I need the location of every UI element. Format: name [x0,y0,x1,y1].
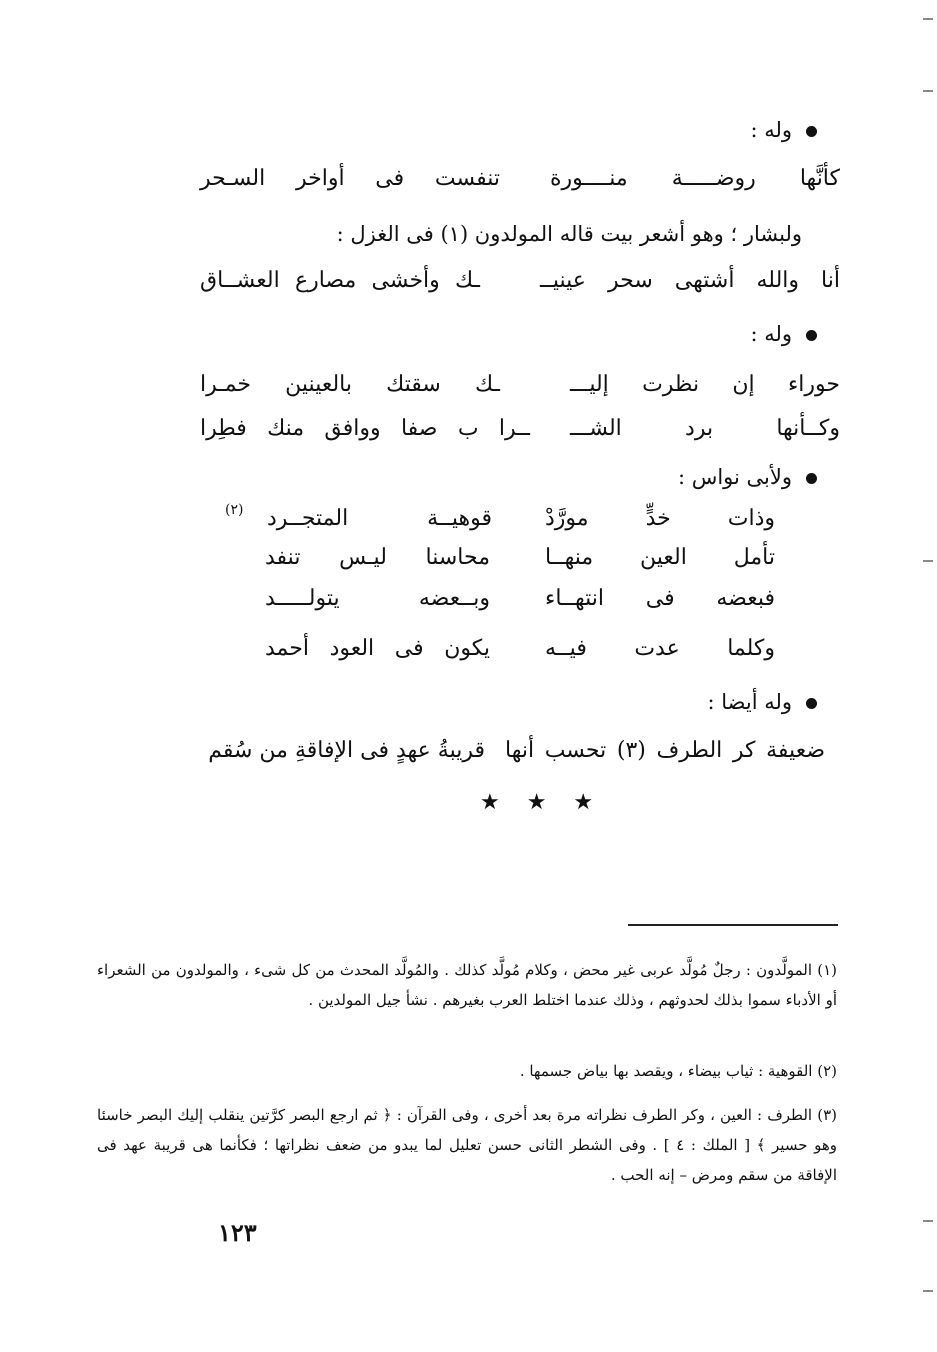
verse-hemistich-right: وكــأنها برد الشـــ [570,416,840,441]
footnote-reference: (٢) [225,502,244,518]
scan-edge-mark [923,560,933,562]
verse-line [210,738,825,772]
bullet-icon [806,698,817,709]
verse-hemistich-left: قريبةُ عهدٍ فى الإفاقةِ من سُقم [208,738,485,763]
verse-hemistich-left: يكون فى العود أحمد [265,636,490,661]
footnote-3: (٣) الطرف : العين ، وكر الطرف نظراته مرة بعد أخرى ، وفى القرآن : ﴿ ثم ارجع البصر كرَّتين ينقلب إليك البصر خاسئا وهو حسير ﴾ [ الملك : ٤ ] . وفى الشطر الثانى حسن تعليل لما يبدو من ضعف نظراتها ؛ فكأنما هى قريبة عهد فى الإفاقة من سقم ومرض – إنه الحب . [97,1106,837,1184]
verse-hemistich-left: ــرا ب صفا ووافق منك فطِرا [200,416,530,441]
verse-hemistich-right: كأنَّها روضـــــة منــــورة [550,166,840,191]
verse-line [200,372,840,406]
verse-hemistich-left: تنفست فى أواخر السـحر [200,166,500,191]
section-divider-stars: ★ ★ ★ [480,790,604,815]
verse-hemistich-right: وذات خدٍّ مورَّدْ [545,506,775,531]
verse-hemistich-right: أنا والله أشتهى سحر عينيــ [540,268,840,293]
verse-hemistich-right: حوراء إن نظرت إليـــ [570,372,840,397]
section-heading: ولأبى نواس : [678,465,817,489]
section-heading: وله : [750,118,817,142]
bullet-icon [806,126,817,137]
section-heading: وله أيضا : [707,690,817,714]
scan-edge-mark [923,90,933,92]
bullet-icon [806,330,817,341]
verse-line [265,545,775,579]
verse-hemistich-right: وكلما عدت فيــه [545,636,775,661]
verse-hemistich-right: تأمل العين منهــا [545,545,775,570]
verse-hemistich-left: وبــعضه يتولـــــد [265,586,490,611]
verse-line [265,636,775,670]
verse-hemistich-right: فبعضه فى انتهــاء [545,586,775,611]
verse-line [225,502,775,540]
prose-intro: ولبشار ؛ وهو أشعر بيت قاله المولدون (١) فى الغزل : [336,222,802,246]
footnote-separator [628,924,838,926]
verse-line [200,268,840,302]
verse-hemistich-left: قوهيــة المتجــرد [267,506,492,531]
scan-edge-mark [923,1220,933,1222]
verse-line [200,166,840,200]
section-heading: وله : [750,322,817,346]
page-number: ١٢٣ [218,1218,257,1247]
verse-hemistich-left: محاسنا ليـس تنفد [265,545,490,570]
bullet-icon [806,473,817,484]
scan-edge-mark [923,18,933,20]
verse-hemistich-left: ـك سقتك بالعينين خمـرا [200,372,500,397]
verse-hemistich-right: ضعيفة كر الطرف (٣) تحسب أنها [505,738,825,763]
verse-hemistich-left: ـك وأخشى مصارع العشــاق [200,268,480,293]
footnote-2: (٢) القوهية : ثياب بيضاء ، ويقصد بها بياض جسمها . [519,1062,837,1080]
scan-edge-mark [923,1290,933,1292]
footnote-1: (١) المولَّدون : رجلٌ مُولَّد عربى غير محض ، وكلام مُولَّد كذلك . والمُولَّد المحدث من كل شىء ، والمولدون من الشعراء أو الأدباء سموا بذلك لحدوثهم ، وذلك عندما اختلط العرب بغيرهم . نشأ جيل المولدين . [97,961,837,1009]
verse-line [265,586,775,620]
verse-line [200,416,840,450]
